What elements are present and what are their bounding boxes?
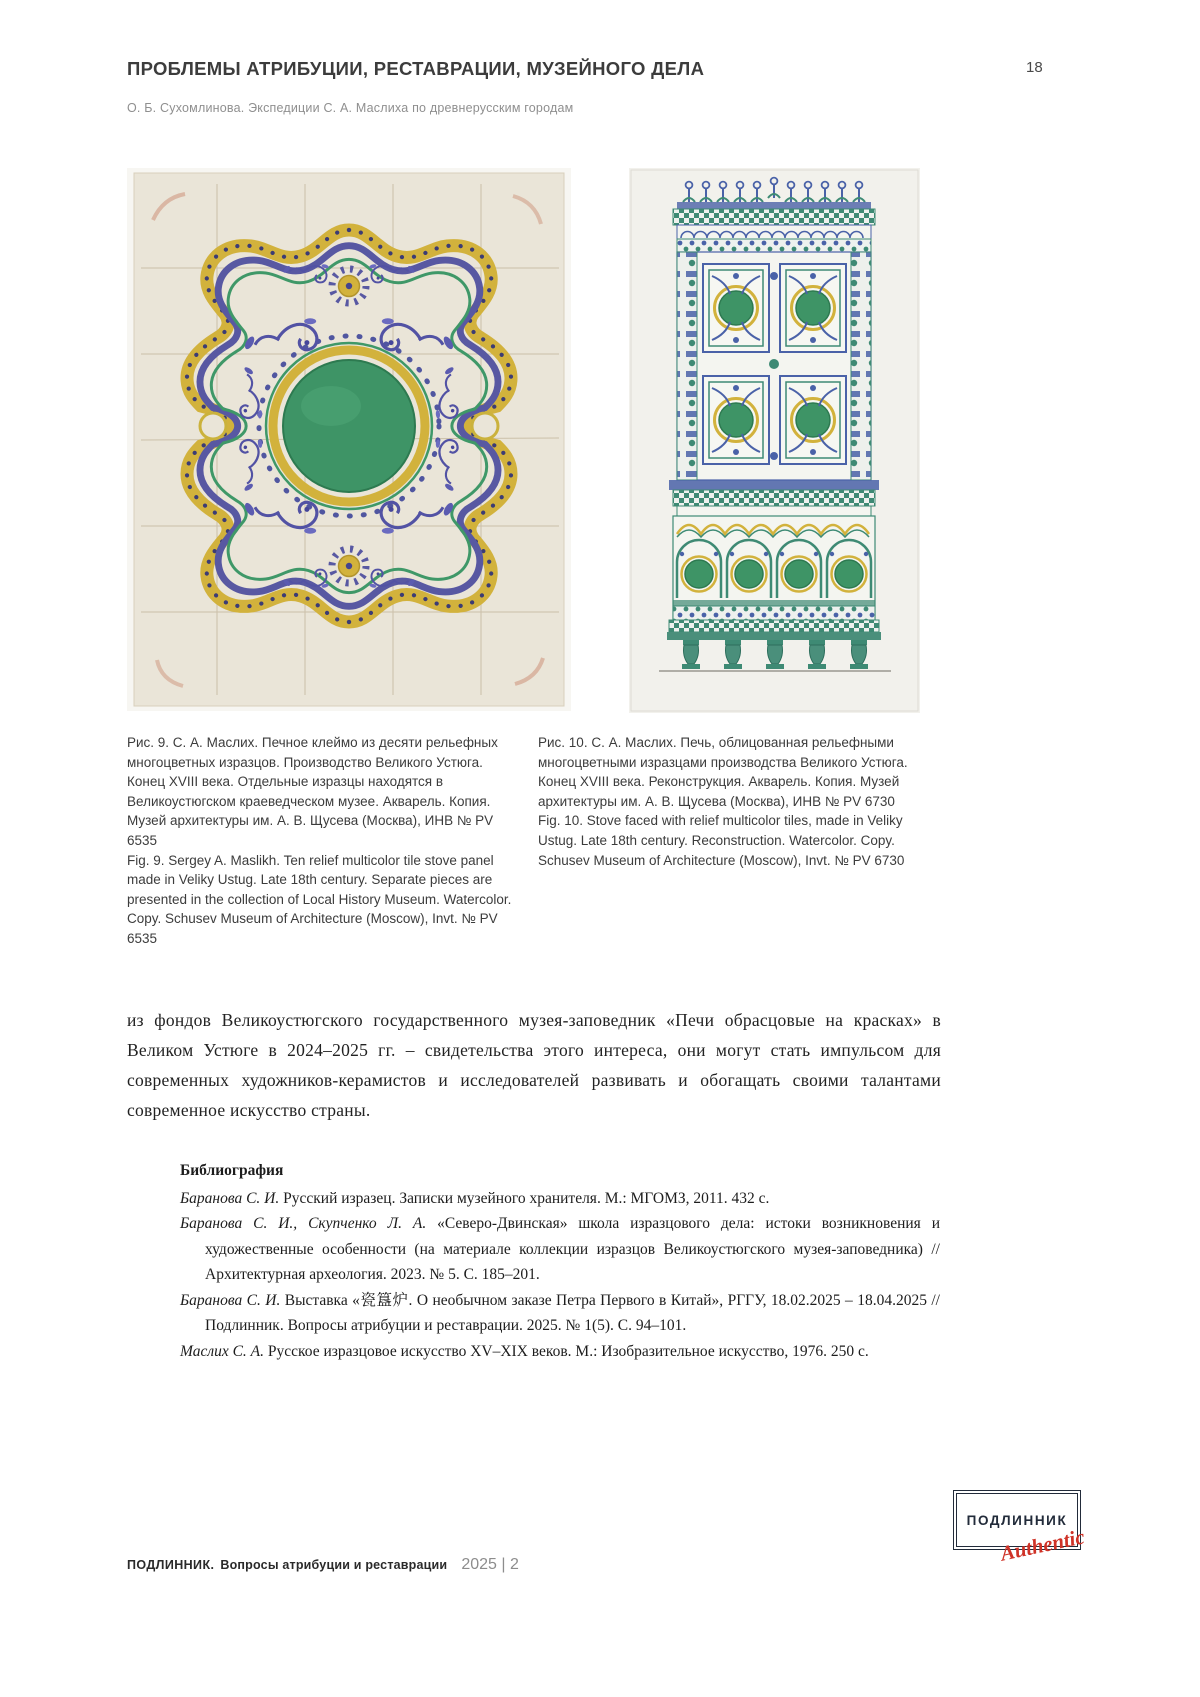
article-reference: О. Б. Сухомлинова. Экспедиции С. А. Маслиха по древнерусским городам	[127, 101, 574, 115]
section-title: ПРОБЛЕМЫ АТРИБУЦИИ, РЕСТАВРАЦИИ, МУЗЕЙНОГО ДЕЛА	[127, 58, 705, 79]
footer	[127, 1556, 519, 1574]
journal-logo	[953, 1490, 1087, 1566]
bib-entry-3-text: Выставка «瓷簋炉. О необычном заказе Петра Первого в Китай», РГГУ, 18.02.2025 – 18.04.2025 // Подлинник. Вопросы атрибуции и реставрации. 2025. № 1(5). С. 94–101.	[205, 1291, 940, 1334]
figure-9-caption-en: Fig. 9. Sergey A. Maslikh. Ten relief multicolor tile stove panel made in Veliky Ustug. Late 18th century. Separate pieces are presented in the collection of Local History Museum. Watercolor. Copy. Schusev Museum of Architecture (Moscow), Invt. № PV 6535	[127, 852, 512, 946]
figure-9	[127, 168, 571, 711]
footer-journal-subtitle: Вопросы атрибуции и реставрации	[220, 1558, 448, 1572]
bibliography-entry-1	[180, 1186, 940, 1212]
figure-9-caption	[127, 733, 519, 949]
figure-9-image	[127, 168, 571, 711]
journal-logo-text: ПОДЛИННИК	[966, 1512, 1068, 1528]
bib-entry-2-text: «Северо-Двинская» школа изразцового дела: истоки возникновения и художественные особенности (на материале коллекции изразцов Великоустюгского музея-заповедника) // Архитектурная археология. 2023. № 5. С. 185–201.	[205, 1215, 940, 1283]
bibliography-section	[180, 1158, 940, 1364]
figure-9-caption-ru: Рис. 9. С. А. Маслих. Печное клеймо из десяти рельефных многоцветных изразцов. Производство Великого Устюга. Конец XVIII века. Отдельные изразцы находятся в Великоустюгском краеведческом музее. Акварель. Копия. Музей архитектуры им. А. В. Щусева (Москва), ИНВ № PV 6535	[127, 735, 498, 848]
figure-10	[629, 168, 920, 713]
figure-10-image	[629, 168, 920, 713]
bibliography-heading: Библиография	[180, 1162, 284, 1179]
bib-entry-4-authors: Маслих С. А.	[180, 1342, 265, 1360]
bib-entry-4-text: Русское изразцовое искусство XV–XIX веков. М.: Изобразительное искусство, 1976. 250 с.	[267, 1342, 869, 1360]
figure-10-caption-en: Fig. 10. Stove faced with relief multicolor tiles, made in Veliky Ustug. Late 18th century. Reconstruction. Watercolor. Copy. Schusev Museum of Architecture (Moscow), Invt. № PV 6730	[538, 813, 905, 868]
journal-logo-signature: Authentic	[998, 1524, 1087, 1566]
bib-entry-1-authors: Баранова С. И.	[180, 1189, 280, 1207]
page-number: 18	[1026, 59, 1043, 76]
bibliography-entry-2	[180, 1211, 940, 1288]
footer-journal-title: ПОДЛИННИК.	[127, 1558, 215, 1572]
body-paragraph: из фондов Великоустюгского государственного музея-заповедник «Печи обрасцовые на красках» в Великом Устюге в 2024–2025 гг. – свидетельства этого интереса, они могут стать импульсом для современных художников-керамистов и исследователей развивать и обогащать своими талантами современное искусство страны.	[127, 1010, 941, 1120]
bibliography-entry-3	[180, 1288, 940, 1339]
figure-10-caption-ru: Рис. 10. С. А. Маслих. Печь, облицованная рельефными многоцветными изразцами производства Великого Устюга. Конец XVIII века. Реконструкция. Акварель. Копия. Музей архитектуры им. А. В. Щусева (Москва), ИНВ № PV 6730	[538, 735, 908, 809]
bib-entry-1-text: Русский изразец. Записки музейного хранителя. М.: МГОМЗ, 2011. 432 с.	[283, 1189, 770, 1207]
footer-issue: 2025 | 2	[461, 1556, 519, 1573]
figure-10-caption	[538, 733, 940, 870]
bibliography-entry-4	[180, 1339, 940, 1365]
bib-entry-2-authors: Баранова С. И., Скупченко Л. А.	[180, 1215, 427, 1232]
bib-entry-3-authors: Баранова С. И.	[180, 1291, 281, 1309]
